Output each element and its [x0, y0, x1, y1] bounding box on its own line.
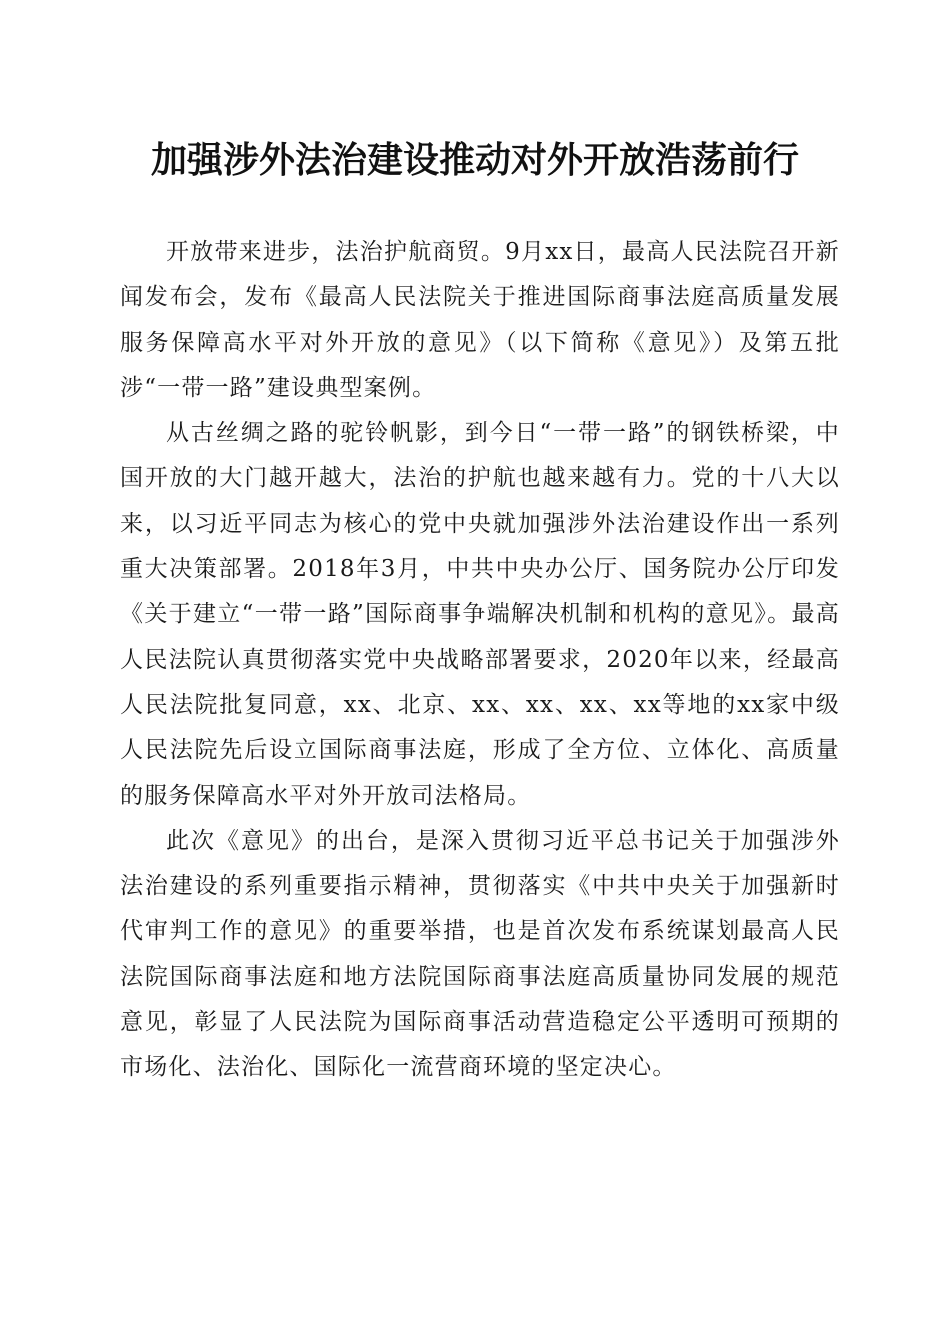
paragraph-2: 从古丝绸之路的驼铃帆影，到今日“一带一路”的钢铁桥梁，中国开放的大门越开越大，法治的护航也越来越有力。党的十八大以来，以习近平同志为核心的党中央就加强涉外法治建设作出一系列重大决策部署。2018年3月，中共中央办公厅、国务院办公厅印发《关于建立“一带一路”国际商事争端解决机制和机构的意见》。最高人民法院认真贯彻落实党中央战略部署要求，2020年以来，经最高人民法院批复同意，xx、北京、xx、xx、xx、xx等地的xx家中级人民法院先后设立国际商事法庭，形成了全方位、立体化、高质量的服务保障高水平对外开放司法格局。	[120, 420, 840, 809]
document-title: 加强涉外法治建设推动对外开放浩荡前行	[150, 139, 799, 181]
paragraph-1: 开放带来进步，法治护航商贸。9月xx日，最高人民法院召开新闻发布会，发布《最高人民法院关于推进国际商事法庭高质量发展服务保障高水平对外开放的意见》（以下简称《意见》）及第五批涉“一带一路”建设典型案例。	[120, 239, 840, 401]
document-body	[120, 230, 840, 1091]
paragraph-3: 此次《意见》的出台，是深入贯彻习近平总书记关于加强涉外法治建设的系列重要指示精神，贯彻落实《中共中央关于加强新时代审判工作的意见》的重要举措，也是首次发布系统谋划最高人民法院国际商事法庭和地方法院国际商事法庭高质量协同发展的规范意见，彰显了人民法院为国际商事活动营造稳定公平透明可预期的市场化、法治化、国际化一流营商环境的坚定决心。	[120, 827, 840, 1081]
